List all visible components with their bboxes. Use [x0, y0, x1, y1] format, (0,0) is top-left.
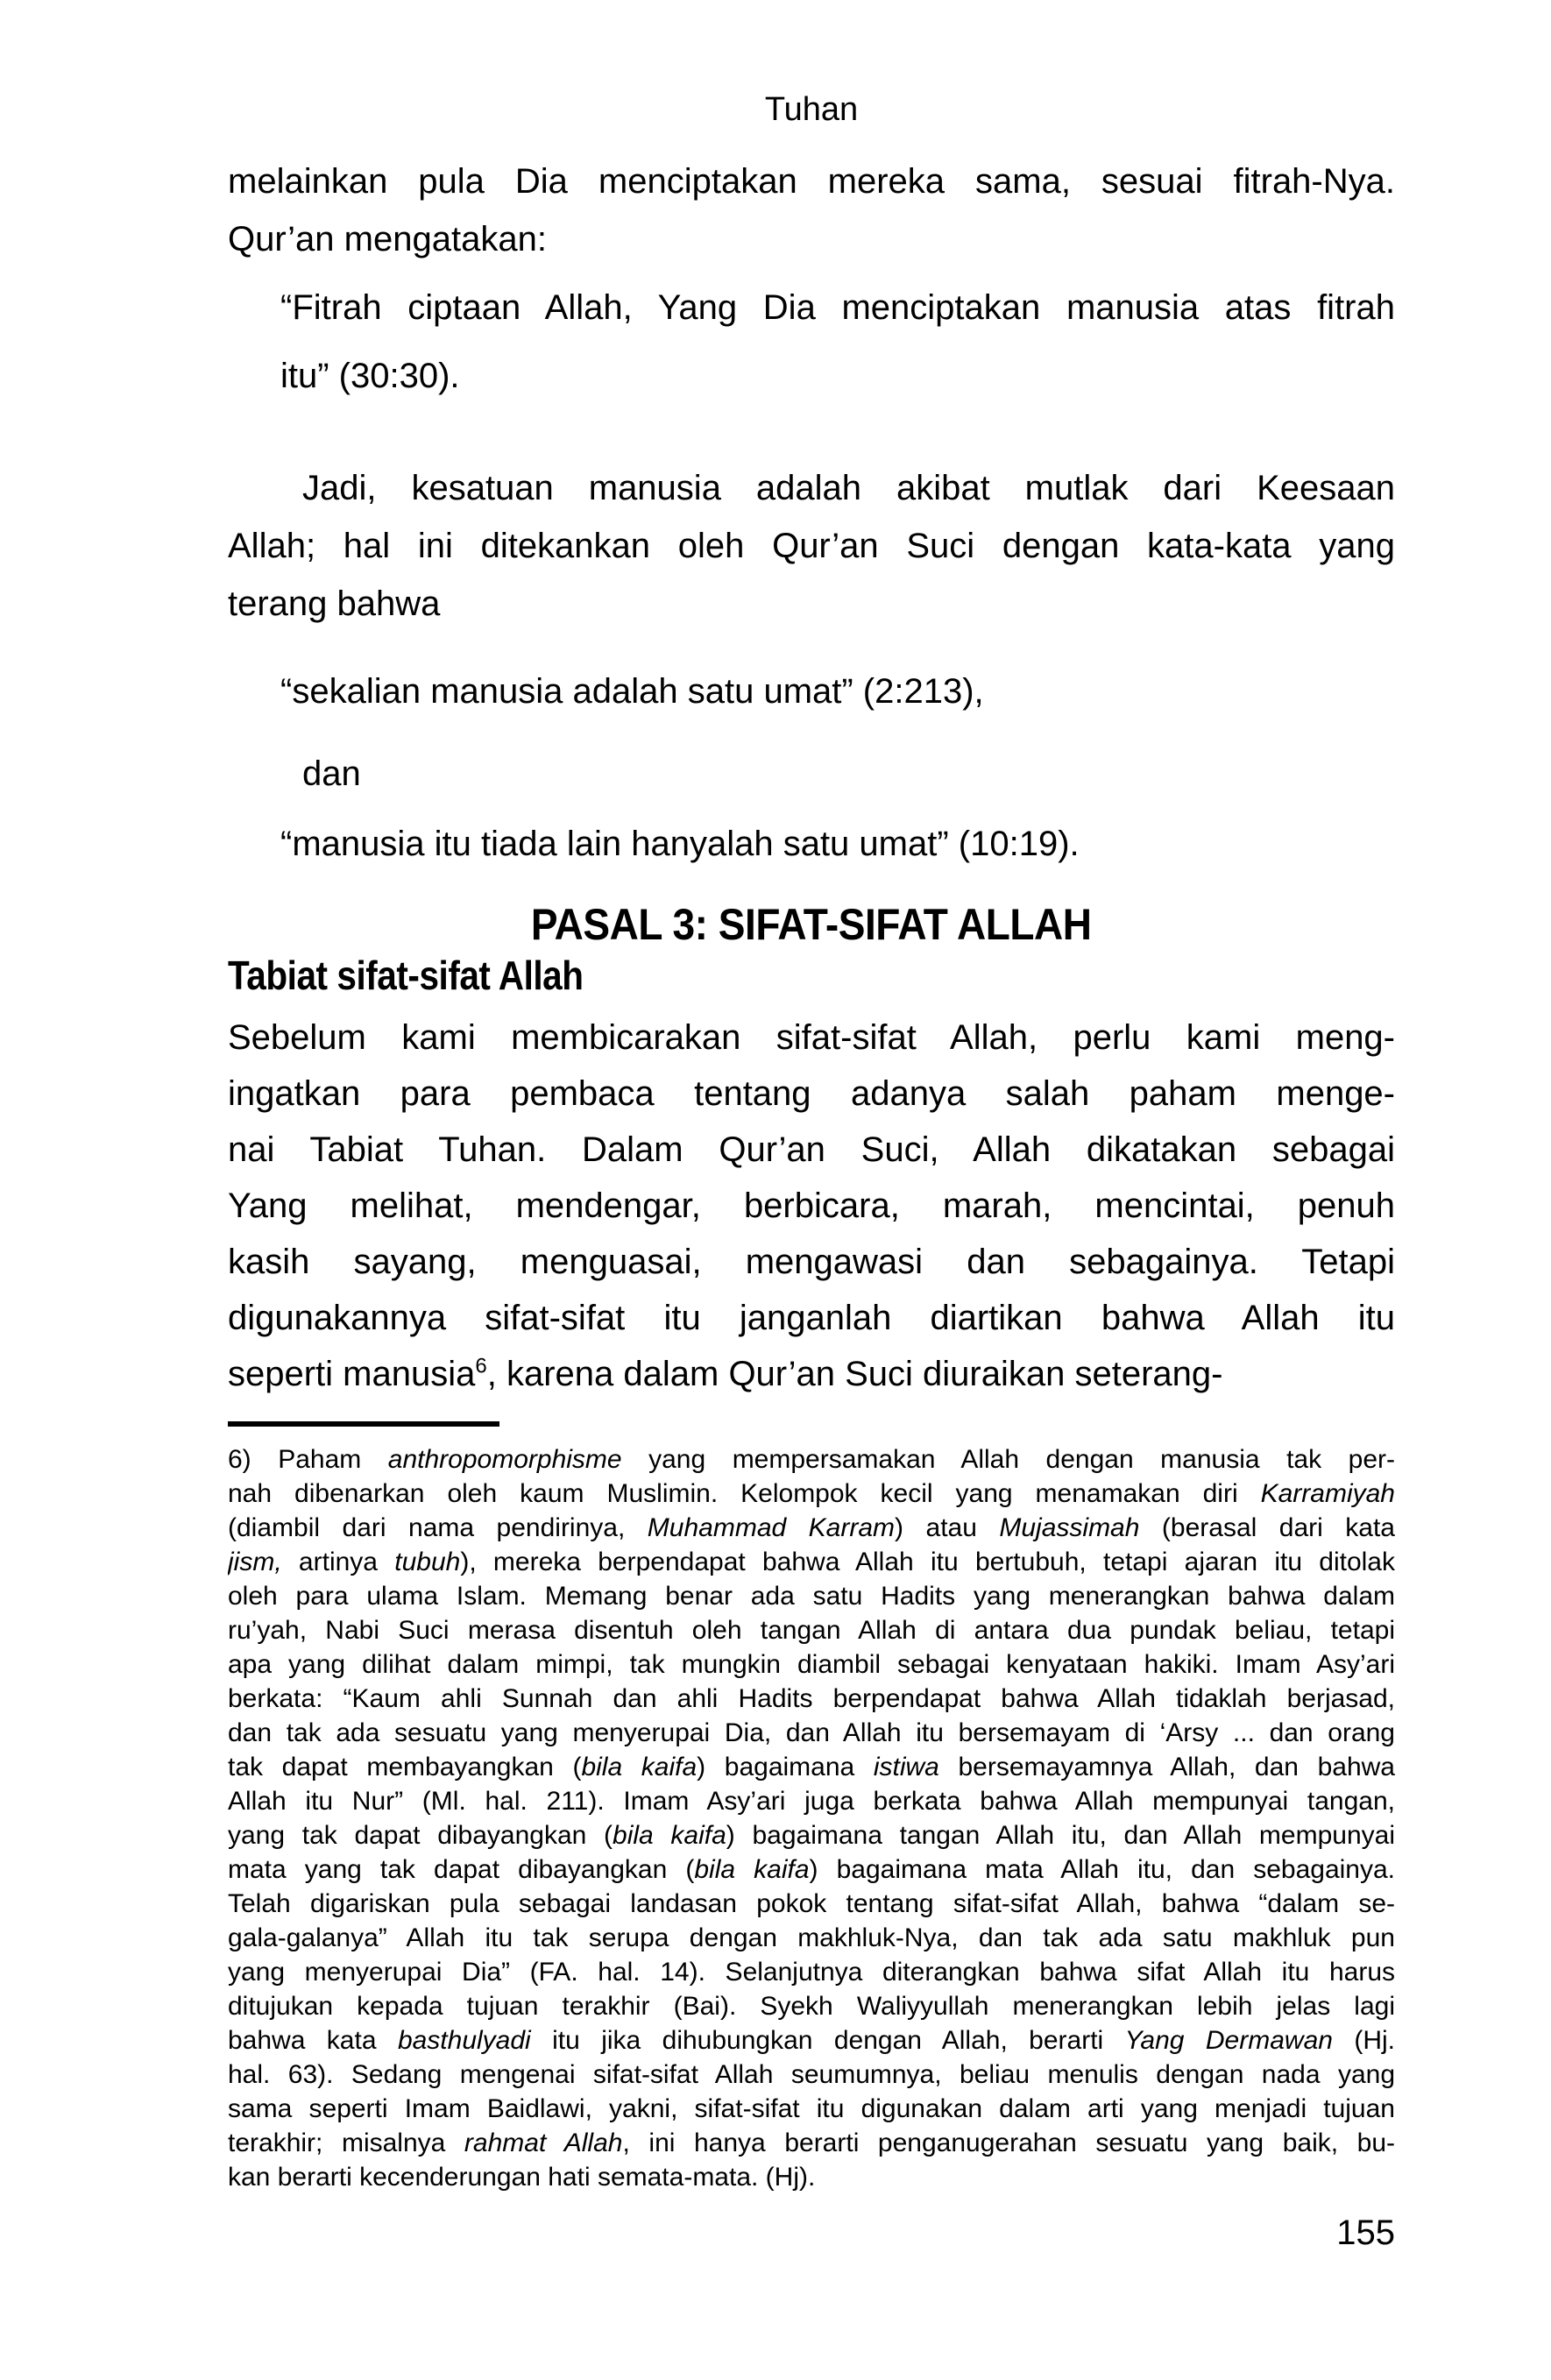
text-segment: ) bagaimana [697, 1753, 874, 1781]
text-line [228, 575, 1395, 633]
sub-heading-text: Tabiat sifat-sifat Allah [228, 953, 584, 998]
sub-heading [228, 953, 1395, 997]
italic-text: anthropomorphisme [387, 1445, 622, 1474]
text-segment: ) bagaimana tangan Allah itu, dan Allah mempunyai [726, 1821, 1395, 1850]
text-segment: terang bahwa [228, 584, 441, 623]
italic-text: Mujassimah [999, 1513, 1140, 1542]
italic-text: Karramiyah [1260, 1479, 1395, 1508]
text-segment: mata yang tak dapat dibayangkan ( [228, 1855, 695, 1884]
text-segment: itu jika dihubungkan dengan Allah, berarti [530, 2026, 1125, 2055]
section-heading-text: PASAL 3: SIFAT-SIFAT ALLAH [531, 900, 1092, 949]
text-segment: kan berarti kecenderungan hati semata-mata. (Hj). [228, 2163, 816, 2192]
section-heading [228, 901, 1395, 948]
text-line [228, 1477, 1395, 1511]
text-line [228, 1122, 1395, 1178]
text-segment: “sekalian manusia adalah satu umat” (2:213), [280, 672, 984, 711]
text-segment: (berasal dari kata [1139, 1513, 1395, 1542]
text-segment: oleh para ulama Islam. Memang benar ada satu Hadits yang menerangkan bahwa dalam [228, 1582, 1395, 1611]
footnote-separator [228, 1421, 499, 1427]
text-segment: ru’yah, Nabi Suci merasa disentuh oleh tangan Allah di antara dua pundak beliau, tetapi [228, 1616, 1395, 1645]
text-line [228, 2023, 1395, 2058]
text-segment: digunakannya sifat-sifat itu janganlah diartikan bahwa Allah itu [228, 1299, 1395, 1337]
text-line [228, 1290, 1395, 1346]
text-segment: yang mempersamakan Allah dengan manusia tak per- [621, 1445, 1395, 1474]
italic-text: bila kaifa [694, 1855, 810, 1884]
text-line [228, 1579, 1395, 1613]
italic-text: jism, [228, 1548, 282, 1576]
text-line [280, 657, 1395, 726]
text-segment: Yang melihat, mendengar, berbicara, marah, mencintai, penuh [228, 1186, 1395, 1225]
quran-quote-2-213 [228, 657, 1395, 726]
italic-text: tubuh [394, 1548, 461, 1576]
italic-text: bila kaifa [613, 1821, 726, 1850]
text-segment: tak dapat membayangkan ( [228, 1753, 582, 1781]
connector-word: dan [302, 754, 361, 793]
text-segment: Telah digariskan pula sebagai landasan pokok tentang sifat-sifat Allah, bahwa “dalam se- [228, 1889, 1395, 1918]
text-segment: sama seperti Imam Baidlawi, yakni, sifat-sifat itu digunakan dalam arti yang menjadi tujuan [228, 2094, 1395, 2123]
text-segment: yang menyerupai Dia” (FA. hal. 14). Selanjutnya diterangkan bahwa sifat Allah itu harus [228, 1958, 1395, 1987]
text-segment: Sebelum kami membicarakan sifat-sifat Allah, perlu kami meng- [228, 1018, 1395, 1057]
text-segment: itu” (30:30). [280, 357, 460, 395]
paragraph-kesatuan-manusia [228, 459, 1395, 633]
text-segment: gala-galanya” Allah itu tak serupa dengan makhluk-Nya, dan tak ada satu makhluk pun [228, 1923, 1395, 1952]
text-segment: Allah; hal ini ditekankan oleh Qur’an Suci dengan kata-kata yang [228, 527, 1395, 565]
text-segment: 6) Paham [228, 1445, 388, 1474]
text-line [280, 273, 1395, 342]
text-line [228, 1346, 1395, 1402]
text-segment: yang tak dapat dibayangkan ( [228, 1821, 613, 1850]
text-line [228, 2092, 1395, 2126]
text-segment: “Fitrah ciptaan Allah, Yang Dia menciptakan manusia atas fitrah [280, 288, 1395, 327]
text-segment: ) bagaimana mata Allah itu, dan sebagainya. [809, 1855, 1395, 1884]
text-segment: nai Tabiat Tuhan. Dalam Qur’an Suci, Allah dikatakan sebagai [228, 1130, 1395, 1169]
text-segment: , karena dalam Qur’an Suci diuraikan seterang- [486, 1355, 1223, 1393]
text-line [228, 1613, 1395, 1647]
page-number: 155 [1336, 2214, 1395, 2252]
text-line [228, 1750, 1395, 1784]
italic-text: bila kaifa [581, 1753, 698, 1781]
italic-text: istiwa [873, 1753, 939, 1781]
text-segment: terakhir; misalnya [228, 2129, 464, 2157]
text-line [228, 2058, 1395, 2092]
text-line [228, 1066, 1395, 1122]
text-line [228, 2126, 1395, 2160]
text-segment: (diambil dari nama pendirinya, [228, 1513, 648, 1542]
text-line [228, 1647, 1395, 1682]
text-line [228, 152, 1395, 210]
text-segment: artinya [281, 1548, 395, 1576]
text-line [280, 342, 1395, 410]
quran-quote-10-19 [228, 810, 1395, 878]
paragraph-continuation [228, 152, 1395, 268]
footnote-ref: 6 [475, 1354, 487, 1378]
text-segment: ), mereka berpendapat bahwa Allah itu bertubuh, tetapi ajaran itu ditolak [460, 1548, 1395, 1576]
text-line [228, 1818, 1395, 1852]
text-line [228, 1955, 1395, 1989]
text-segment: bahwa kata [228, 2026, 398, 2055]
italic-text: basthulyadi [397, 2026, 531, 2055]
text-segment: ingatkan para pembaca tentang adanya salah paham menge- [228, 1074, 1395, 1113]
text-segment: (Hj. [1332, 2026, 1395, 2055]
text-line [228, 210, 1395, 268]
text-line [228, 1989, 1395, 2023]
italic-text: Yang Dermawan [1124, 2026, 1333, 2055]
text-segment: Allah itu Nur” (Ml. hal. 211). Imam Asy’ari juga berkata bahwa Allah mempunyai tangan, [228, 1787, 1395, 1816]
text-segment: ) atau [895, 1513, 1000, 1542]
text-segment: seperti manusia [228, 1355, 476, 1393]
text-line [228, 1852, 1395, 1887]
quran-quote-30-30 [228, 273, 1395, 410]
text-segment: hal. 63). Sedang mengenai sifat-sifat Allah seumumnya, beliau menulis dengan nada yang [228, 2060, 1395, 2089]
footnote-6 [228, 1442, 1395, 2194]
text-line [228, 2160, 1395, 2194]
text-segment: “manusia itu tiada lain hanyalah satu umat” (10:19). [280, 825, 1080, 863]
text-line [228, 1511, 1395, 1545]
text-segment: berkata: “Kaum ahli Sunnah dan ahli Hadits berpendapat bahwa Allah tidaklah berjasad, [228, 1684, 1395, 1713]
text-segment: ditujukan kepada tujuan terakhir (Bai). Syekh Waliyyullah menerangkan lebih jelas lagi [228, 1992, 1395, 2021]
text-segment: Qur’an mengatakan: [228, 220, 547, 259]
text-line [228, 1921, 1395, 1955]
text-line [280, 810, 1395, 878]
text-line [228, 1716, 1395, 1750]
text-line [228, 1234, 1395, 1290]
text-line [228, 517, 1395, 575]
text-segment: , ini hanya berarti penganugerahan sesuatu yang baik, bu- [622, 2129, 1395, 2157]
text-segment: nah dibenarkan oleh kaum Muslimin. Kelompok kecil yang menamakan diri [228, 1479, 1261, 1508]
text-line [228, 1887, 1395, 1921]
text-line [228, 1784, 1395, 1818]
text-segment: kasih sayang, menguasai, mengawasi dan sebagainya. Tetapi [228, 1243, 1395, 1281]
text-segment: dan tak ada sesuatu yang menyerupai Dia, dan Allah itu bersemayam di ‘Arsy ... dan orang [228, 1718, 1395, 1747]
italic-text: Muhammad Karram [647, 1513, 896, 1542]
paragraph-tabiat-sifat [228, 1009, 1395, 1402]
text-line [228, 1178, 1395, 1234]
text-segment: Jadi, kesatuan manusia adalah akibat mutlak dari Keesaan [302, 469, 1395, 507]
text-line [228, 1545, 1395, 1579]
text-line [228, 459, 1395, 517]
text-line [228, 1682, 1395, 1716]
text-segment: melainkan pula Dia menciptakan mereka sama, sesuai fitrah-Nya. [228, 162, 1395, 201]
italic-text: rahmat Allah [464, 2129, 623, 2157]
text-line [228, 1009, 1395, 1066]
text-segment: apa yang dilihat dalam mimpi, tak mungkin diambil sebagai kenyataan hakiki. Imam Asy’ari [228, 1650, 1395, 1679]
text-line [228, 1442, 1395, 1477]
running-header: Tuhan [764, 91, 859, 128]
text-segment: bersemayamnya Allah, dan bahwa [938, 1753, 1395, 1781]
